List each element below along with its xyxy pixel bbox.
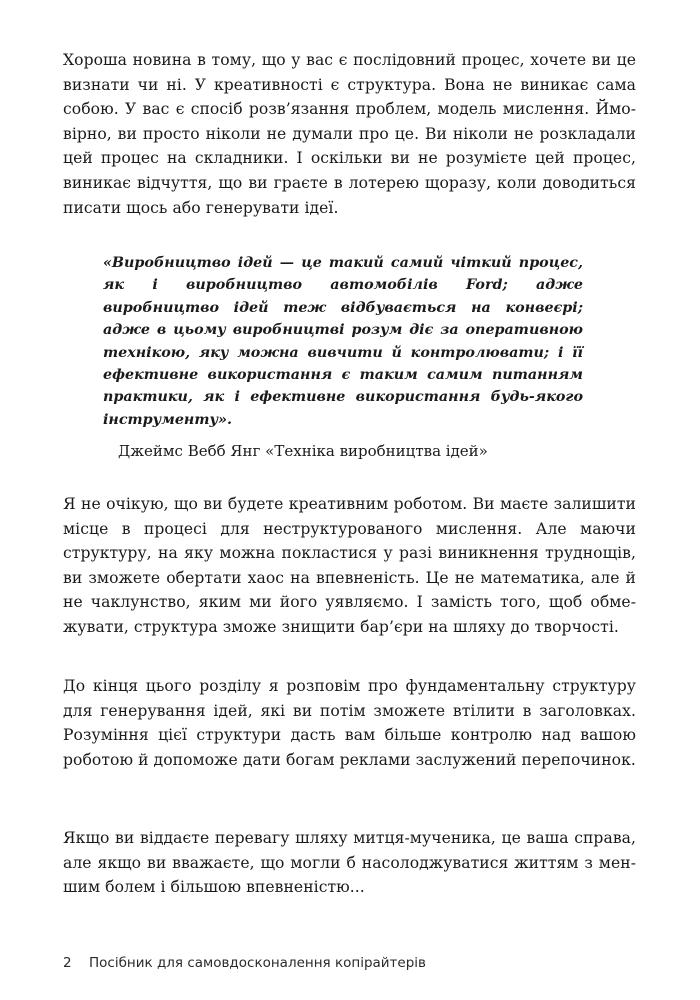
body-paragraph-3: До кінця цього розділу я розповім про фундаментальну структуру для генерування ідей, які ви потім зможете втілити в заголовках. Розуміння цієї структури дасть вам більше контролю над вашою роботою й допоможе дати богам реклами заслужений перепочинок. <box>63 677 636 769</box>
body-paragraph-1: Хороша новина в тому, що у вас є послідовний процес, хочете ви це визнати чи ні. У креативності є структура. Вона не виникає сама собою. У вас є спосіб розв’язання проблем, модель мислення. Ймовірно, ви просто ніколи не думали про це. Ви ніколи не розкладали цей процес на складники. І оскільки ви не розумієте цей процес, виникає відчуття, що ви граєте в лотерею щоразу, коли доводиться писати щось або генерувати ідеї. <box>63 51 636 217</box>
page-footer <box>63 953 426 973</box>
quote-attribution: Джеймс Вебб Янг «Техніка виробництва ідей» <box>118 442 488 460</box>
body-paragraph-4: Якщо ви віддаєте перевагу шляху митця-мученика, це ваша справа, але якщо ви вважаєте, що могли б насолоджуватися життям з меншим болем і більшою впевненістю... <box>63 829 636 897</box>
block-quote: «Виробництво ідей — це такий самий чіткий процес, як і виробництво автомобілів Ford; адже виробництво ідей теж відбувається на конвеєрі; адже в цьому виробництві розум діє за оперативною технікою, яку можна вивчити й контролювати; і її ефективне використання є таким самим питанням практики, як і ефективне використання будь-якого інструменту». <box>103 255 583 428</box>
running-title: Посібник для самовдосконалення копірайтерів <box>89 955 427 971</box>
body-paragraph-2: Я не очікую, що ви будете креативним роботом. Ви маєте залишити місце в процесі для неструктурованого мислення. Але маючи структуру, на яку можна покластися у разі виникнення труднощів, ви зможете обертати хаос на впевненість. Це не математика, але й не чаклунство, яким ми його уявляємо. І замість того, щоб обмежувати, структура зможе знищити бар’єри на шляху до творчості. <box>63 495 636 636</box>
page-number: 2 <box>63 955 72 971</box>
